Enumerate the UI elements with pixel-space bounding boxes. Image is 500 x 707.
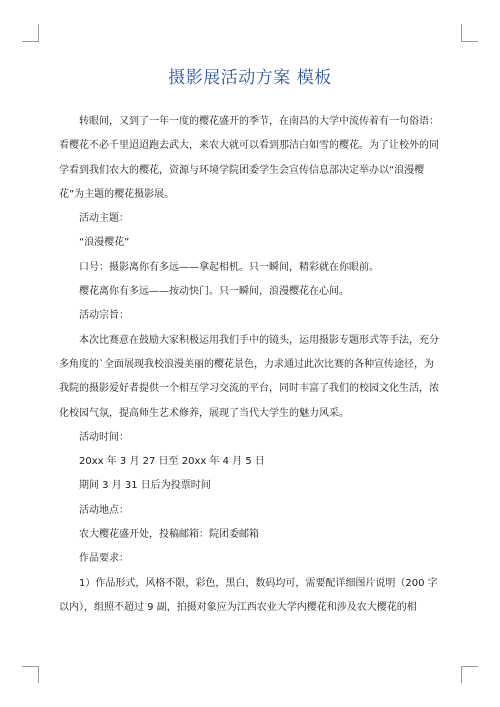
crop-mark <box>461 666 462 683</box>
slogan-line-1: 口号：摄影离你有多远——拿起相机。只一瞬间，精彩就在你眼前。 <box>79 261 379 273</box>
theme-value: “浪漫樱花” <box>79 237 130 249</box>
crop-mark <box>461 666 478 667</box>
document-title: 摄影展活动方案 模板 <box>168 68 332 88</box>
theme-label: 活动主题： <box>79 213 129 225</box>
crop-mark <box>38 666 39 683</box>
document-body <box>59 110 441 620</box>
crop-mark <box>22 41 39 42</box>
vote-time: 期间 3 月 31 日后为投票时间 <box>79 480 211 492</box>
time-label: 活动时间： <box>79 431 129 443</box>
slogan-line-2: 樱花离你有多远——按动快门。只一瞬间，浪漫樱花在心间。 <box>79 286 349 298</box>
requirements-paragraph: 1）作品形式，风格不限，彩色，黑白，数码均可，需要配详细图片说明（200 字以内），组照不超过 9 副，拍摄对象应为江西农业大学内樱花和涉及农大樱花的相 <box>59 577 438 613</box>
requirements-label: 作品要求： <box>79 553 129 565</box>
intro-paragraph: 转眼间，又到了一年一度的樱花盛开的季节，在南昌的大学中流传着有一句俗语：看樱花不必千里迢迢跑去武大，来农大就可以看到那洁白如雪的樱花。为了让校外的同学看到我们农大的樱花，资源与环境学院团委学生会宣传信息部决定举办以“浪漫樱花”为主题的樱花摄影展。 <box>59 116 439 200</box>
crop-mark <box>22 666 39 667</box>
place-label: 活动地点： <box>79 504 129 516</box>
purpose-paragraph: 本次比赛意在鼓励大家积极运用我们手中的镜头，运用摄影专题形式等手法，充分多角度的`全面展现我校浪漫美丽的樱花景色，力求通过此次比赛的各种宣传途径，为我院的摄影爱好者提供一个相互学习交流的平台，同时丰富了我们的校园文化生活，浓化校园气氛，提高师生艺术修养，展现了当代大学生的魅力风采。 <box>59 334 439 419</box>
crop-mark <box>461 41 478 42</box>
crop-mark <box>461 24 462 41</box>
crop-mark <box>38 24 39 41</box>
place-value: 农大樱花盛开处，投稿邮箱：院团委邮箱 <box>79 529 259 541</box>
time-value: 20xx 年 3 月 27 日至 20xx 年 4 月 5 日 <box>79 456 265 468</box>
purpose-label: 活动宗旨： <box>79 310 129 322</box>
